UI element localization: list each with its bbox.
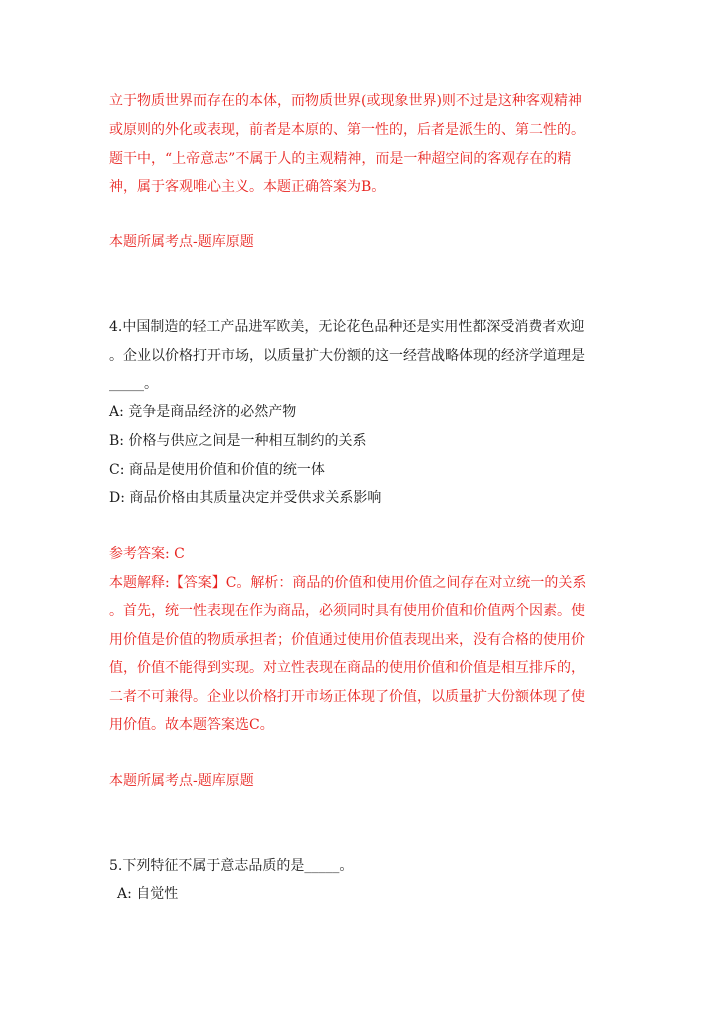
option-b: B: 价格与供应之间是一种相互制约的关系: [109, 433, 367, 449]
question-stem-line: _____。: [109, 376, 158, 392]
source-tag: 本题所属考点-题库原题: [109, 773, 254, 789]
explanation-line: 神，属于客观唯心主义。本题正确答案为B。: [109, 179, 386, 195]
explanation-line: 题干中，“上帝意志”不属于人的主观精神，而是一种超空间的客观存在的精: [109, 151, 572, 167]
question-stem-line: 。企业以价格打开市场，以质量扩大份额的这一经营战略体现的经济学道理是: [109, 348, 585, 364]
explanation-line: 用价值是价值的物质承担者；价值通过使用价值表现出来，没有合格的使用价: [109, 632, 585, 648]
explanation-line: 。首先，统一性表现在作为商品，必须同时具有使用价值和价值两个因素。使: [109, 603, 585, 619]
option-a: A: 自觉性: [117, 886, 179, 902]
explanation-line: 用价值。故本题答案选C。: [109, 717, 274, 733]
explanation-line: 值，价值不能得到实现。对立性表现在商品的使用价值和价值是相互排斥的，: [109, 660, 585, 676]
question-stem-line: 4.中国制造的轻工产品进军欧美，无论花色品种还是实用性都深受消费者欢迎: [109, 319, 585, 335]
explanation-line: 二者不可兼得。企业以价格打开市场正体现了价值，以质量扩大份额体现了使: [109, 689, 585, 705]
option-a: A: 竞争是商品经济的必然产物: [109, 404, 297, 420]
explanation-line: 立于物质世界而存在的本体，而物质世界(或现象世界)则不过是这种客观精神: [109, 93, 582, 109]
question-stem-line: 5.下列特征不属于意志品质的是_____。: [109, 858, 354, 874]
source-tag: 本题所属考点-题库原题: [109, 234, 254, 250]
option-d: D: 商品价格由其质量决定并受供求关系影响: [109, 490, 382, 506]
explanation-line: 或原则的外化或表现，前者是本原的、第一性的，后者是派生的、第二性的。: [109, 122, 585, 138]
explanation-line: 本题解释:【答案】C。解析：商品的价值和使用价值之间存在对立统一的关系: [109, 575, 587, 591]
option-c: C: 商品是使用价值和价值的统一体: [109, 462, 325, 478]
reference-answer: 参考答案: C: [109, 546, 185, 562]
